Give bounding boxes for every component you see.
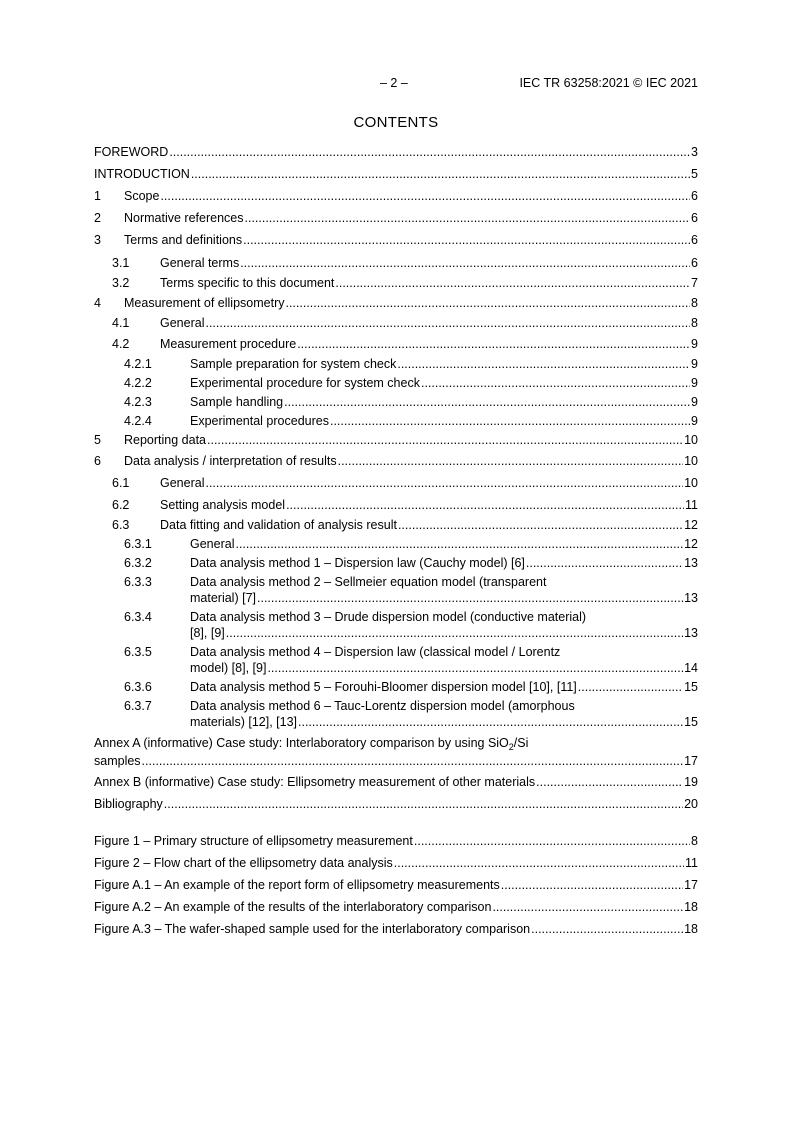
toc-entry-page: 6 — [691, 189, 698, 203]
toc-entry-title: FOREWORD — [94, 145, 169, 159]
toc-leader-dots — [335, 276, 690, 290]
toc-entry-page: 15 — [684, 715, 698, 729]
toc-leader-dots — [240, 256, 690, 270]
toc-leader-dots — [267, 661, 683, 675]
toc-entry-page: 13 — [684, 591, 698, 605]
toc-leader-dots — [285, 296, 690, 310]
annex-a-title-continued: samples — [94, 754, 141, 768]
toc-entry-page: 9 — [691, 337, 698, 351]
toc-entry-number: 3.1 — [112, 256, 130, 270]
table-of-contents — [94, 145, 698, 944]
toc-entry[interactable] — [94, 433, 698, 454]
toc-entry-title: Experimental procedure for system check — [190, 376, 420, 390]
toc-entry[interactable] — [94, 276, 698, 296]
toc-entry-page: 12 — [684, 518, 698, 532]
figure-entry[interactable] — [94, 878, 698, 900]
toc-leader-dots — [207, 433, 683, 447]
toc-entry-page: 15 — [684, 680, 698, 694]
toc-entry-title: Scope — [124, 189, 160, 203]
toc-entry[interactable] — [94, 476, 698, 498]
toc-entry-title: Terms specific to this document — [160, 276, 335, 290]
toc-entry-title: Data fitting and validation of analysis result — [160, 518, 397, 532]
toc-entry-page: 6 — [691, 256, 698, 270]
toc-entry-page: 10 — [684, 476, 698, 490]
toc-entry[interactable] — [94, 167, 698, 189]
toc-entry-number: 4.2.3 — [124, 395, 152, 409]
toc-entry-page: 9 — [691, 376, 698, 390]
toc-entry-number: 1 — [94, 189, 101, 203]
toc-entry-page: 13 — [684, 626, 698, 640]
toc-entry-title: INTRODUCTION — [94, 167, 190, 181]
toc-entry-bibliography[interactable] — [94, 797, 698, 834]
toc-entry-number: 4 — [94, 296, 101, 310]
figure-entry-page: 8 — [691, 834, 698, 848]
toc-entry-title-continued: material) [7] — [190, 591, 256, 605]
toc-leader-dots — [330, 414, 690, 428]
toc-leader-dots — [338, 454, 683, 468]
toc-leader-dots — [414, 834, 690, 848]
toc-entry-annex-a[interactable] — [94, 734, 698, 775]
toc-entry-page: 10 — [684, 454, 698, 468]
toc-leader-dots — [578, 680, 683, 694]
toc-entry[interactable] — [94, 575, 698, 610]
toc-entry-annex-b[interactable] — [94, 775, 698, 797]
toc-entry-number: 6 — [94, 454, 101, 468]
toc-entry[interactable] — [94, 145, 698, 167]
toc-leader-dots — [243, 233, 690, 247]
toc-entry-number: 6.3.6 — [124, 680, 152, 694]
toc-entry-title-continued: materials) [12], [13] — [190, 715, 297, 729]
toc-entry-title: General terms — [160, 256, 240, 270]
toc-entry-page: 7 — [691, 276, 698, 290]
toc-entry-title: Sample handling — [190, 395, 284, 409]
figure-entry-page: 11 — [685, 856, 698, 870]
toc-entry-title: Data analysis / interpretation of results — [124, 454, 337, 468]
toc-leader-dots — [257, 591, 683, 605]
toc-entry-title-continued: model) [8], [9] — [190, 661, 267, 675]
toc-entry-title: Data analysis method 2 – Sellmeier equation model (transparent — [190, 575, 547, 589]
toc-leader-dots — [398, 518, 683, 532]
annex-a-subscript: 2 — [508, 742, 514, 752]
toc-entry-title: General — [160, 316, 205, 330]
toc-entry-page: 8 — [691, 316, 698, 330]
toc-leader-dots — [160, 189, 690, 203]
toc-entry[interactable] — [94, 537, 698, 556]
figure-entry-page: 17 — [684, 878, 698, 892]
toc-entry[interactable] — [94, 680, 698, 699]
toc-leader-dots — [205, 476, 683, 490]
figure-entry[interactable] — [94, 900, 698, 922]
annex-a-text-after: /Si — [513, 736, 529, 750]
toc-entry-title: General — [190, 537, 235, 551]
toc-entry[interactable] — [94, 498, 698, 518]
toc-entry-number: 2 — [94, 211, 101, 225]
toc-leader-dots — [142, 754, 684, 768]
toc-entry-number: 6.3 — [112, 518, 130, 532]
page-number: – 2 – — [380, 76, 408, 90]
toc-leader-dots — [191, 167, 690, 181]
toc-entry-annex-b-page: 19 — [684, 775, 698, 789]
toc-entry-title: Setting analysis model — [160, 498, 286, 512]
toc-entry-page: 10 — [684, 433, 698, 447]
toc-entry-title: Data analysis method 1 – Dispersion law (Cauchy model) [6] — [190, 556, 525, 570]
toc-entry-number: 4.2.1 — [124, 357, 152, 371]
toc-entry-number: 6.3.7 — [124, 699, 152, 713]
toc-entry-number: 4.1 — [112, 316, 130, 330]
toc-entry[interactable] — [94, 376, 698, 395]
toc-entry-number: 6.3.3 — [124, 575, 152, 589]
toc-entry-page: 3 — [691, 145, 698, 159]
toc-entry-number: 4.2 — [112, 337, 130, 351]
toc-entry-page: 6 — [691, 233, 698, 247]
toc-entry-page: 9 — [691, 395, 698, 409]
toc-entry[interactable] — [94, 414, 698, 433]
page-title: CONTENTS — [353, 114, 439, 131]
toc-entry-page: 9 — [691, 414, 698, 428]
toc-entry-page: 6 — [691, 211, 698, 225]
toc-entry-page: 13 — [684, 556, 698, 570]
toc-entry-page: 8 — [691, 296, 698, 310]
figure-entry-title: Figure A.1 – An example of the report form of ellipsometry measurements — [94, 878, 500, 892]
toc-entry[interactable] — [94, 337, 698, 357]
toc-entry[interactable] — [94, 233, 698, 256]
toc-leader-dots — [226, 626, 683, 640]
toc-entry-page: 12 — [684, 537, 698, 551]
toc-entry-title: Experimental procedures — [190, 414, 329, 428]
annex-a-title — [94, 736, 528, 750]
toc-entry-number: 4.2.2 — [124, 376, 152, 390]
toc-entry-title: Data analysis method 5 – Forouhi-Bloomer dispersion model [10], [11] — [190, 680, 577, 694]
figure-entry-title: Figure A.2 – An example of the results of the interlaboratory comparison — [94, 900, 492, 914]
toc-leader-dots — [421, 376, 690, 390]
toc-entry-title: General — [160, 476, 205, 490]
toc-leader-dots — [205, 316, 690, 330]
toc-entry-number: 6.3.4 — [124, 610, 152, 624]
toc-entry-number: 3 — [94, 233, 101, 247]
toc-entry-page: 17 — [684, 754, 698, 768]
toc-entry-page: 9 — [691, 357, 698, 371]
toc-entry-title: Measurement of ellipsometry — [124, 296, 285, 310]
toc-entry-number: 4.2.4 — [124, 414, 152, 428]
toc-entry[interactable] — [94, 189, 698, 211]
toc-entry-title: Measurement procedure — [160, 337, 297, 351]
toc-entry-title: Sample preparation for system check — [190, 357, 397, 371]
toc-entry[interactable] — [94, 556, 698, 575]
toc-entry-title: Data analysis method 3 – Drude dispersion model (conductive material) — [190, 610, 587, 624]
toc-leader-dots — [397, 357, 690, 371]
toc-entry-page: 14 — [684, 661, 698, 675]
toc-entry[interactable] — [94, 454, 698, 476]
toc-entry-number: 5 — [94, 433, 101, 447]
toc-leader-dots — [492, 900, 683, 914]
toc-leader-dots — [526, 556, 683, 570]
toc-entry[interactable] — [94, 645, 698, 680]
toc-entry-page: 11 — [685, 498, 698, 512]
toc-entry-title-continued: [8], [9] — [190, 626, 225, 640]
toc-leader-dots — [394, 856, 684, 870]
toc-leader-dots — [298, 715, 683, 729]
toc-entry-title: Data analysis method 4 – Dispersion law (classical model / Lorentz — [190, 645, 561, 659]
toc-leader-dots — [297, 337, 690, 351]
figure-entry-title: Figure 1 – Primary structure of ellipsometry measurement — [94, 834, 413, 848]
toc-entry-number: 6.3.2 — [124, 556, 152, 570]
toc-leader-dots — [501, 878, 683, 892]
toc-entry-number: 6.3.1 — [124, 537, 152, 551]
toc-entry[interactable] — [94, 256, 698, 276]
figure-entry[interactable] — [94, 856, 698, 878]
toc-entry[interactable] — [94, 316, 698, 337]
figure-entry-title: Figure A.3 – The wafer-shaped sample used for the interlaboratory comparison — [94, 922, 531, 936]
toc-leader-dots — [536, 775, 683, 789]
toc-entry-title: Normative references — [124, 211, 244, 225]
figure-entry[interactable] — [94, 922, 698, 944]
toc-entry[interactable] — [94, 610, 698, 645]
toc-entry-number: 6.3.5 — [124, 645, 152, 659]
page-header — [94, 76, 698, 92]
toc-entry[interactable] — [94, 699, 698, 734]
toc-entry-number: 6.1 — [112, 476, 130, 490]
toc-entry-number: 6.2 — [112, 498, 130, 512]
toc-entry-bibliography-page: 20 — [684, 797, 698, 811]
toc-entry-bibliography-title: Bibliography — [94, 797, 163, 811]
toc-entry[interactable] — [94, 518, 698, 537]
toc-entry-title: Reporting data — [124, 433, 207, 447]
toc-leader-dots — [286, 498, 684, 512]
toc-leader-dots — [284, 395, 690, 409]
toc-entry[interactable] — [94, 395, 698, 414]
toc-leader-dots — [235, 537, 683, 551]
toc-entry[interactable] — [94, 357, 698, 376]
toc-leader-dots — [245, 211, 691, 225]
toc-leader-dots — [164, 797, 683, 811]
toc-entry[interactable] — [94, 211, 698, 233]
toc-entry-title: Data analysis method 6 – Tauc-Lorentz dispersion model (amorphous — [190, 699, 575, 713]
annex-a-text: Annex A (informative) Case study: Interlaboratory comparison by using SiO — [94, 736, 509, 750]
toc-entry-number: 3.2 — [112, 276, 130, 290]
toc-leader-dots — [169, 145, 690, 159]
figure-entry[interactable] — [94, 834, 698, 856]
toc-entry-title: Terms and definitions — [124, 233, 243, 247]
toc-entry[interactable] — [94, 296, 698, 316]
toc-entry-annex-b-title: Annex B (informative) Case study: Ellipsometry measurement of other materials — [94, 775, 536, 789]
figure-entry-page: 18 — [684, 900, 698, 914]
toc-entry-page: 5 — [691, 167, 698, 181]
figure-entry-title: Figure 2 – Flow chart of the ellipsometry data analysis — [94, 856, 393, 870]
toc-leader-dots — [531, 922, 683, 936]
figure-entry-page: 18 — [684, 922, 698, 936]
document-id: IEC TR 63258:2021 © IEC 2021 — [519, 76, 698, 90]
